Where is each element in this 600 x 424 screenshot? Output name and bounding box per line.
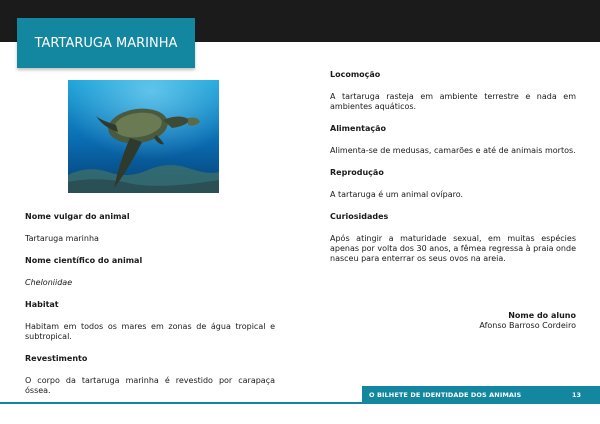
footer-title: O BILHETE DE IDENTIDADE DOS ANIMAIS [369, 391, 522, 399]
page-title: TARTARUGA MARINHA [34, 35, 178, 51]
common-name-text: Tartaruga marinha [25, 234, 99, 243]
page-number: 13 [572, 391, 582, 399]
food-heading: Alimentação [330, 124, 386, 133]
food-text: Alimenta-se de medusas, camarões e até de animais mortos. [330, 146, 576, 155]
reproduction-heading: Reprodução [330, 168, 384, 177]
author-name: Afonso Barroso Cordeiro [479, 321, 576, 330]
locomotion-heading: Locomoção [330, 70, 381, 79]
curiosities-heading: Curiosidades [330, 212, 389, 221]
author-block [420, 311, 576, 331]
habitat-text: Habitam em todos os mares em zonas de água tropical e subtropical. [25, 322, 275, 341]
footer-rule [0, 402, 362, 404]
author-heading: Nome do aluno [508, 311, 576, 320]
title-banner [17, 18, 195, 68]
locomotion-text: A tartaruga rasteja em ambiente terrestre e nada em ambientes aquáticos. [330, 92, 576, 111]
footer-bar [362, 386, 600, 404]
covering-text: O corpo da tartaruga marinha é revestido por carapaça óssea. [25, 376, 275, 395]
reproduction-text: A tartaruga é um animal ovíparo. [330, 190, 464, 199]
curiosities-text: Após atingir a maturidade sexual, em muitas espécies apenas por volta dos 30 anos, a fêmea regressa à praia onde nasceu para enterrar os seus ovos na areia. [330, 234, 576, 263]
scientific-name-heading: Nome científico do animal [25, 256, 143, 265]
left-column [25, 212, 275, 408]
habitat-heading: Habitat [25, 300, 59, 309]
covering-heading: Revestimento [25, 354, 88, 363]
scientific-name-text: Cheloniidae [25, 278, 73, 287]
right-column [330, 70, 576, 276]
common-name-heading: Nome vulgar do animal [25, 212, 130, 221]
sea-turtle-photo [68, 80, 219, 193]
